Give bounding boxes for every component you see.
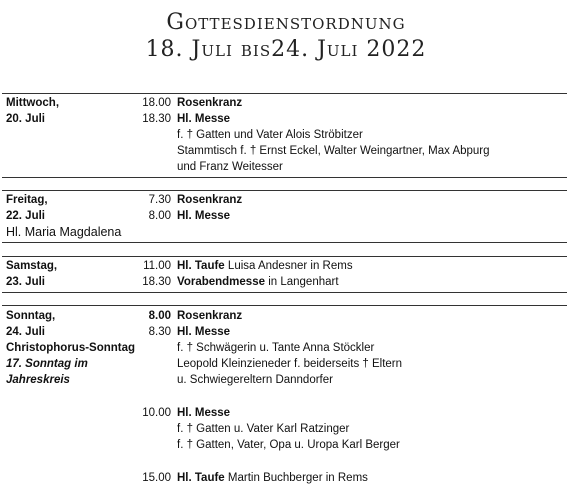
- entry-time: 18.00: [142, 97, 171, 109]
- entry-line: [177, 275, 339, 290]
- entry-title: Hl. Messe: [177, 210, 231, 222]
- entry-time: 18.30: [142, 113, 171, 125]
- entry-title: Rosenkranz: [177, 194, 243, 206]
- entry-title: Hl. Messe: [177, 113, 231, 125]
- divider: [2, 190, 567, 191]
- feast-label: Christophorus-Sonntag: [6, 342, 136, 354]
- day-label: Sonntag,: [6, 310, 56, 322]
- entry-title: Hl. Messe: [177, 407, 231, 419]
- entry-detail: in Langenhart: [268, 276, 339, 288]
- divider: [2, 242, 567, 243]
- entry-line: [177, 259, 353, 274]
- date-label: 23. Juli: [6, 276, 45, 288]
- entry-time: 8.00: [148, 210, 171, 222]
- season-label: Jahreskreis: [6, 374, 70, 386]
- entry-line: [177, 471, 368, 486]
- entry-detail: Martin Buchberger in Rems: [227, 472, 368, 484]
- entry-title: Hl. Taufe: [177, 472, 225, 484]
- entry-time: 8.30: [148, 326, 171, 338]
- divider: [2, 292, 567, 293]
- divider: [2, 93, 567, 94]
- entry-intention: und Franz Weitesser: [177, 161, 283, 173]
- entry-time: 15.00: [142, 472, 171, 484]
- divider: [2, 256, 567, 257]
- day-label: Mittwoch,: [6, 97, 60, 109]
- entry-intention: f. † Schwägerin u. Tante Anna Stöckler: [177, 342, 375, 354]
- entry-title: Rosenkranz: [177, 97, 243, 109]
- page-title: Gottesdienstordnung: [166, 10, 406, 35]
- entry-title: Vorabendmesse: [177, 276, 265, 288]
- season-label: 17. Sonntag im: [6, 358, 88, 370]
- entry-title: Hl. Taufe: [177, 260, 225, 272]
- entry-time: 8.00: [148, 310, 171, 322]
- entry-time: 7.30: [148, 194, 171, 206]
- entry-time: 11.00: [143, 260, 171, 272]
- entry-intention: f. † Gatten u. Vater Karl Ratzinger: [177, 423, 350, 435]
- day-label: Freitag,: [6, 194, 48, 206]
- divider: [2, 177, 567, 178]
- page-subtitle: 18. Juli bis24. Juli 2022: [145, 37, 427, 62]
- date-label: 22. Juli: [6, 210, 45, 222]
- entry-detail: Luisa Andesner in Rems: [227, 260, 353, 272]
- entry-title: Rosenkranz: [177, 310, 243, 322]
- entry-intention: f. † Gatten und Vater Alois Ströbitzer: [177, 129, 363, 141]
- entry-intention: Stammtisch f. † Ernst Eckel, Walter Weingartner, Max Abpurg: [177, 145, 490, 157]
- entry-time: 10.00: [142, 407, 171, 419]
- divider: [2, 305, 567, 306]
- entry-time: 18.30: [142, 276, 171, 288]
- saint-note: Hl. Maria Magdalena: [6, 225, 122, 239]
- entry-intention: f. † Gatten, Vater, Opa u. Uropa Karl Berger: [177, 439, 400, 451]
- entry-title: Hl. Messe: [177, 326, 231, 338]
- entry-intention: u. Schwiegereltern Danndorfer: [177, 374, 333, 386]
- entry-intention: Leopold Kleinzieneder f. beiderseits † Eltern: [177, 358, 403, 370]
- date-label: 20. Juli: [6, 113, 45, 125]
- date-label: 24. Juli: [6, 326, 45, 338]
- day-label: Samstag,: [6, 260, 58, 272]
